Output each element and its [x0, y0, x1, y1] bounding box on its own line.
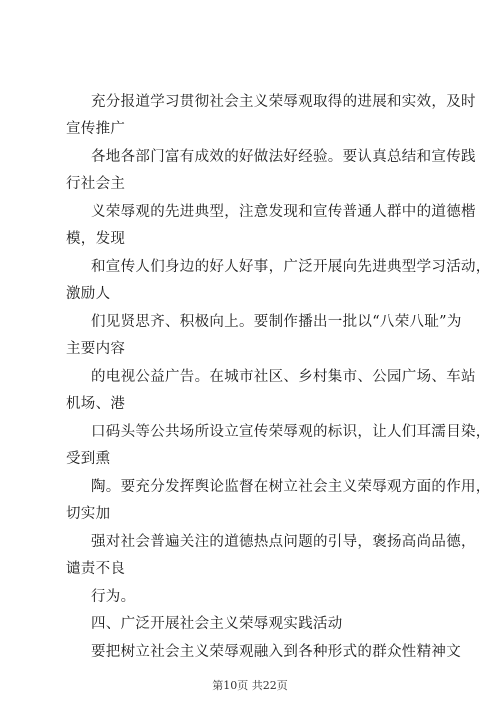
text-line: 机场、港 — [66, 396, 126, 412]
text-line: 行社会主 — [66, 176, 126, 192]
text-line: 受到熏 — [66, 451, 111, 467]
text-line: 模，发现 — [66, 231, 126, 247]
text-line: 们见贤思齐、积极向上。要制作播出一批以“八荣八耻”为 — [91, 314, 462, 330]
text-line: 的电视公益广告。在城市社区、乡村集市、公园广场、车站 — [91, 369, 476, 385]
text-line: 行为。 — [91, 589, 136, 605]
page-number: 第10页 共22页 — [212, 679, 288, 692]
section-heading: 四、广泛开展社会主义荣辱观实践活动 — [91, 616, 343, 632]
text-line: 切实加 — [66, 506, 111, 522]
text-line: 主要内容 — [66, 341, 126, 357]
text-line: 激励人 — [66, 286, 111, 302]
text-line: 强对社会普遍关注的道德热点问题的引导，褒扬高尚品德， — [91, 534, 476, 550]
text-line: 要把树立社会主义荣辱观融入到各种形式的群众性精神文 — [91, 644, 461, 660]
text-line: 各地各部门富有成效的好做法好经验。要认真总结和宣传践 — [91, 149, 476, 165]
text-line: 陶。要充分发挥舆论监督在树立社会主义荣辱观方面的作用， — [91, 479, 491, 495]
text-line: 口码头等公共场所设立宣传荣辱观的标识，让人们耳濡目染， — [91, 424, 491, 440]
text-line: 充分报道学习贯彻社会主义荣辱观取得的进展和实效，及时 — [91, 94, 476, 110]
text-line: 宣传推广 — [66, 121, 126, 137]
text-line: 谴责不良 — [66, 561, 126, 577]
text-line: 和宣传人们身边的好人好事，广泛开展向先进典型学习活动， — [91, 259, 491, 275]
text-line: 义荣辱观的先进典型，注意发现和宣传普通人群中的道德楷 — [91, 204, 476, 220]
